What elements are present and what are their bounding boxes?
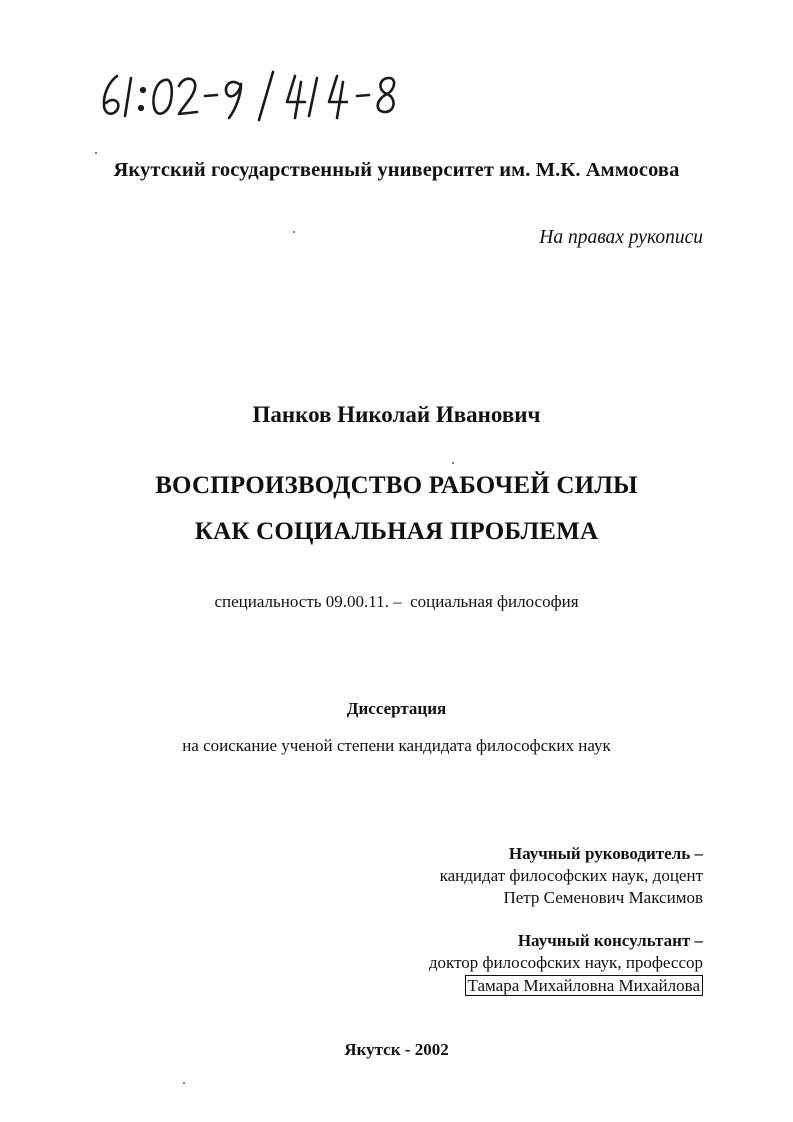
author-name: Панков Николай Иванович [252, 402, 541, 427]
degree-line: на соискание ученой степени кандидата философских наук [182, 736, 611, 755]
scan-speck [183, 1082, 185, 1084]
advisor-credentials: кандидат философских наук, доцент [439, 866, 703, 885]
specialty-line: специальность 09.00.11. – социальная философия [214, 592, 579, 611]
scan-speck [452, 462, 454, 464]
scan-speck [95, 152, 97, 154]
dissertation-label: Диссертация [346, 699, 447, 718]
scan-speck [293, 231, 295, 233]
dissertation-title-line-2: КАК СОЦИАЛЬНАЯ ПРОБЛЕМА [194, 518, 599, 545]
handwritten-archive-code [95, 66, 425, 126]
manuscript-note: На правах рукописи [539, 227, 703, 248]
dissertation-title-line-1: ВОСПРОИЗВОДСТВО РАБОЧЕЙ СИЛЫ [155, 472, 638, 499]
handwriting-drawing [95, 66, 425, 126]
consultant-name: Тамара Михайловна Михайлова [465, 975, 704, 996]
advisor-name: Петр Семенович Максимов [503, 888, 703, 907]
advisor-block [440, 843, 703, 909]
advisor-heading: Научный руководитель – [508, 844, 703, 863]
city-year: Якутск - 2002 [344, 1040, 449, 1059]
consultant-credentials: доктор философских наук, профессор [428, 953, 703, 972]
consultant-block [429, 930, 703, 997]
university-name: Якутский государственный университет им. М.К. Аммосова [113, 159, 680, 181]
consultant-heading: Научный консультант – [517, 931, 703, 950]
